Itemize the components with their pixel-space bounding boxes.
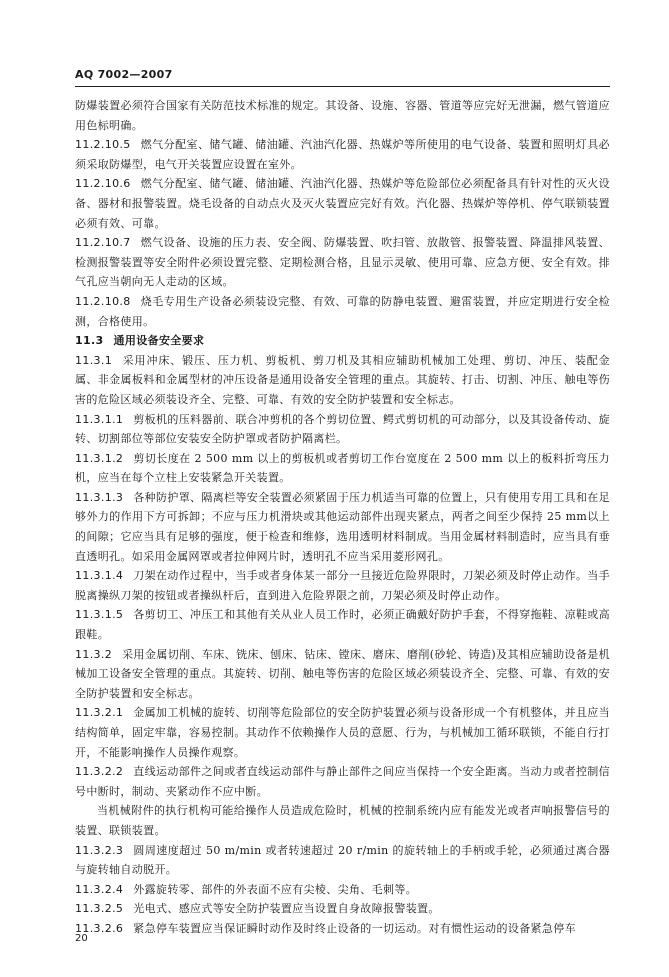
clause-text: 圆周速度超过 50 m/min 或者转速超过 20 r/min 的旋转轴上的手柄或手轮，必须通过离合器与旋转轴自动脱开。 — [75, 843, 610, 877]
clause-number: 11.3.2.1 — [75, 706, 124, 720]
clause-paragraph — [75, 566, 610, 605]
clause-number: 11.2.10.6 — [75, 177, 131, 191]
clause-number: 11.3.1.5 — [75, 608, 124, 622]
clause-number: 11.3.1.4 — [75, 569, 124, 583]
clause-number: 11.3.2.3 — [75, 843, 124, 857]
clause-number: 11.3.1.3 — [75, 490, 124, 504]
clause-paragraph — [75, 703, 610, 762]
clause-text: 外露旋转零、部件的外表面不应有尖棱、尖角、毛刺等。 — [133, 882, 418, 896]
page-number: 20 — [75, 933, 88, 944]
clause-text: 燃气分配室、储气罐、储油罐、汽油汽化器、热媒炉等所使用的电气设备、装置和照明灯具必须采取防爆型，电气开关装置应设置在室外。 — [75, 138, 610, 171]
header-rule — [75, 86, 610, 87]
clause-paragraph — [75, 880, 610, 900]
clause-paragraph — [75, 174, 610, 233]
clause-paragraph — [75, 135, 610, 174]
clause-text: 采用金属切削、车床、铣床、刨床、钻床、镗床、磨床、磨削(砂轮、铸造)及其相应辅助设备是机械加工设备安全管理的重点。其旋转、切削、触电等伤害的危险区域必须装设齐全、完整、可靠、有效的安全防护装置和安全标志。 — [75, 647, 610, 700]
clause-paragraph — [75, 488, 610, 566]
clause-text: 紧急停车装置应当保证瞬时动作及时终止设备的一切运动。对有惯性运动的设备紧急停车 — [133, 921, 576, 935]
clause-number: 11.2.10.7 — [75, 236, 131, 250]
clause-text: 金属加工机械的旋转、切削等危险部位的安全防护装置必须与设备形成一个有机整体，并且应当结构简单，固定牢靠，容易控制。其动作不依赖操作人员的意愿、行为，与机械加工循环联锁，不能自行打开，不能影响操作人员操作观察。 — [75, 706, 610, 759]
clause-paragraph — [75, 841, 610, 880]
clause-text: 各剪切工、冲压工和其他有关从业人员工作时，必须正确戴好防护手套，不得穿拖鞋、凉鞋或高跟鞋。 — [75, 608, 610, 642]
clause-text: 防爆装置必须符合国家有关防范技术标准的规定。其设备、设施、容器、管道等应完好无泄漏，燃气管道应用色标明确。 — [75, 99, 610, 132]
clause-number: 11.3.2 — [75, 647, 113, 661]
clause-text: 光电式、感应式等安全防护装置应当设置自身故障报警装置。 — [133, 902, 440, 916]
clause-text: 各种防护罩、隔离栏等安全装置必须紧固于压力机适当可靠的位置上，只有使用专用工具和在足够外力的作用下方可拆卸；不应与压力机滑块或其他运动部件出现夹紧点，两者之间至少保持 25 mm以上的间隙；它应当具有足够的强度，便于检查和维修，选用透明材料制成。当用金属材料制造时，应当具有垂直透明孔。如采用金属网罩或者拉伸网片时，透明孔不应当采用菱形网孔。 — [75, 490, 610, 563]
clause-paragraph — [75, 233, 610, 292]
clause-text: 剪切长度在 2 500 mm 以上的剪板机或者剪切工作台宽度在 2 500 mm 以上的板料折弯压力机，应当在每个立柱上安装紧急开关装置。 — [75, 451, 610, 485]
clause-number: 11.3.2.4 — [75, 882, 124, 896]
clause-number: 11.3.2.2 — [75, 765, 124, 779]
clause-number: 11.3 — [75, 334, 104, 348]
clause-text: 剪板机的压料器前、联合冲剪机的各个剪切位置、鳄式剪切机的可动部分，以及其设备传动、旋转、切割部位等部位安装安全防护罩或者防护隔离栏。 — [75, 412, 610, 446]
clause-paragraph — [75, 410, 610, 449]
clause-number: 11.3.1 — [75, 353, 113, 367]
clause-paragraph — [75, 762, 610, 801]
clause-paragraph — [75, 96, 610, 135]
clause-text: 采用冲床、锻压、压力机、剪板机、剪刀机及其相应辅助机械加工处理、剪切、冲压、装配金属、非金属板料和金属型材的冲压设备是通用设备安全管理的重点。其旋转、打击、切割、冲压、触电等伤害的危险区域必须装设齐全、完整、可靠、有效的安全防护装置和安全标志。 — [75, 353, 610, 406]
clause-text: 燃气设备、设施的压力表、安全阀、防爆装置、吹扫管、放散管、报警装置、降温排风装置、检测报警装置等安全附件必须设置完整、定期检测合格，且显示灵敏、使用可靠、应急方便、安全有效。排气孔应当朝向无人走动的区域。 — [75, 236, 610, 289]
document-body — [75, 96, 610, 939]
clause-paragraph — [75, 645, 610, 704]
clause-paragraph — [75, 899, 610, 919]
clause-number: 11.2.10.8 — [75, 294, 131, 308]
clause-paragraph — [75, 351, 610, 410]
clause-text: 刀架在动作过程中，当手或者身体某一部分一旦接近危险界限时，刀架必须及时停止动作。当手脱离操纵刀架的按钮或者操纵杆后，直到进入危险界限之前，刀架必须及时停止动作。 — [75, 569, 610, 602]
clause-number: 11.3.2.6 — [75, 921, 124, 935]
clause-text: 直线运动部件之间或者直线运动部件与静止部件之间应当保持一个安全距离。当动力或者控制信号中断时，制动、夹紧动作不应中断。 — [75, 765, 610, 798]
clause-paragraph — [75, 449, 610, 488]
clause-number: 11.3.2.5 — [75, 902, 124, 916]
clause-number: 11.3.1.1 — [75, 412, 124, 426]
clause-paragraph — [75, 292, 610, 331]
standard-code-header: AQ 7002—2007 — [75, 68, 173, 81]
clause-paragraph — [75, 801, 610, 840]
clause-text: 烧毛专用生产设备必须装设完整、有效、可靠的防静电装置、避雷装置，并应定期进行安全检测，合格使用。 — [75, 294, 610, 328]
clause-number: 11.2.10.5 — [75, 138, 131, 152]
clause-number: 11.3.1.2 — [75, 451, 124, 465]
section-title: 通用设备安全要求 — [113, 334, 205, 348]
clause-text: 当机械附件的执行机构可能给操作人员造成危险时，机械的控制系统内应有能发光或者声响报警信号的装置、联锁装置。 — [75, 804, 610, 837]
clause-paragraph — [75, 919, 610, 939]
section-heading — [75, 331, 610, 351]
clause-text: 燃气分配室、储气罐、储油罐、汽油汽化器、热媒炉等危险部位必须配备具有针对性的灭火设备、器材和报警装置。烧毛设备的自动点火及灭火装置应完好有效。汽化器、热媒炉等停机、停气联锁装置必须有效、可靠。 — [75, 177, 610, 230]
clause-paragraph — [75, 605, 610, 644]
